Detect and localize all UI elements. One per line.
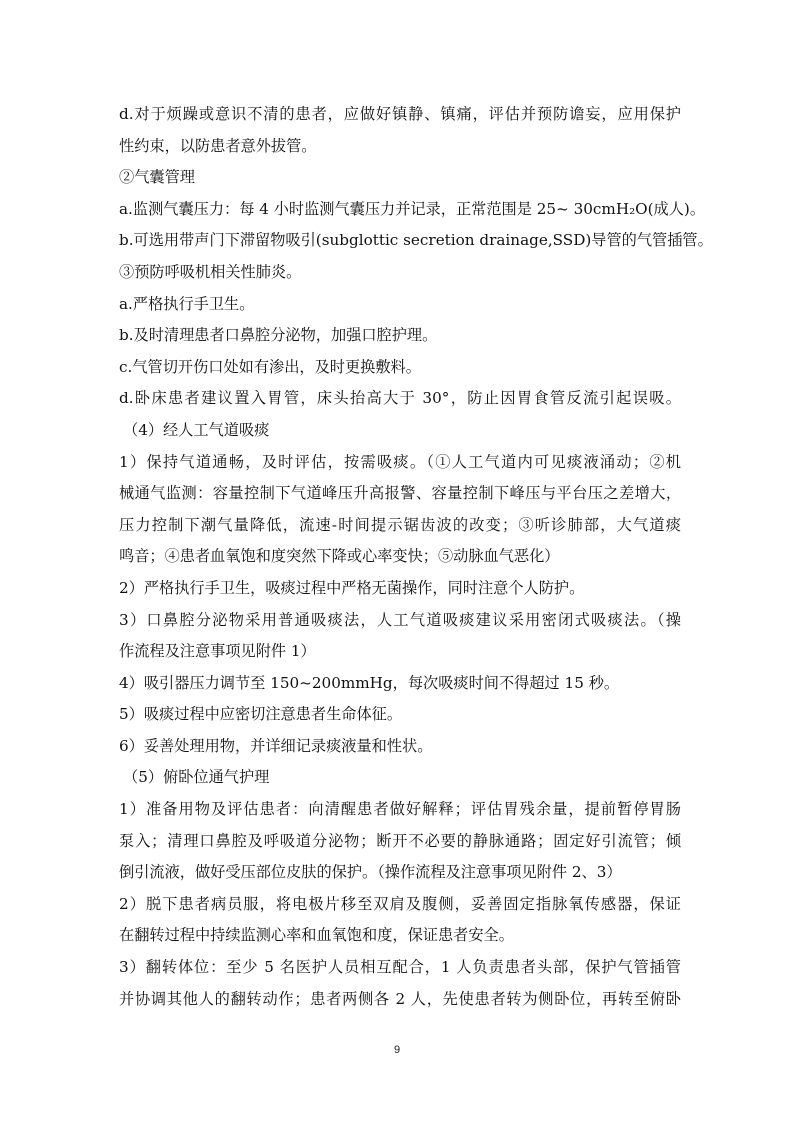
- section-heading: （4）经人工气道吸痰: [123, 420, 270, 439]
- text-line: 在翻转过程中持续监测心率和血氧饱和度，保证患者安全。: [119, 926, 514, 945]
- text-line: a.严格执行手卫生。: [119, 294, 255, 313]
- text-line: 6）妥善处理用物，并详细记录痰液量和性状。: [119, 736, 433, 755]
- text-line: 并协调其他人的翻转动作；患者两侧各 2 人，先使患者转为侧卧位，再转至俯卧: [119, 989, 681, 1008]
- text-line: 鸣音；④患者血氧饱和度突然下降或心率变快；⑤动脉血气恶化）: [119, 547, 560, 566]
- text-line: 械通气监测：容量控制下气道峰压升高报警、容量控制下峰压与平台压之差增大，: [119, 484, 681, 503]
- section-heading: ②气囊管理: [119, 168, 195, 187]
- text-line: 5）吸痰过程中应密切注意患者生命体征。: [119, 705, 403, 724]
- section-heading: ③预防呼吸机相关性肺炎。: [119, 262, 302, 281]
- section-heading: （5）俯卧位通气护理: [123, 768, 270, 787]
- text-line: 3）翻转体位：至少 5 名医护人员相互配合，1 人负责患者头部，保护气管插管: [119, 958, 681, 977]
- text-line: 2）脱下患者病员服，将电极片移至双肩及腹侧，妥善固定指脉氧传感器，保证: [119, 894, 681, 913]
- text-line: b.及时清理患者口鼻腔分泌物，加强口腔护理。: [119, 326, 438, 345]
- text-line: 泵入；清理口鼻腔及呼吸道分泌物；断开不必要的静脉通路；固定好引流管；倾: [119, 831, 681, 850]
- text-line: 2）严格执行手卫生，吸痰过程中严格无菌操作，同时注意个人防护。: [119, 578, 585, 597]
- page-number: 9: [393, 1044, 401, 1056]
- text-line: a.监测气囊压力：每 4 小时监测气囊压力并记录，正常范围是 25~ 30cmH₂O(成人)。: [119, 199, 706, 218]
- text-line: c.气管切开伤口处如有渗出，及时更换敷料。: [119, 357, 421, 376]
- text-line: b.可选用带声门下滞留物吸引(subglottic secretion drainage,SSD)导管的气管插管。: [119, 231, 713, 250]
- text-line: 1）准备用物及评估患者：向清醒患者做好解释；评估胃残余量，提前暂停胃肠: [119, 800, 681, 819]
- text-line: 作流程及注意事项见附件 1）: [119, 642, 316, 661]
- text-line: d.对于烦躁或意识不清的患者，应做好镇静、镇痛，评估并预防谵妄，应用保护: [119, 105, 681, 123]
- text-line: 性约束，以防患者意外拔管。: [119, 136, 317, 155]
- text-line: 4）吸引器压力调节至 150~200mmHg，每次吸痰时间不得超过 15 秒。: [119, 673, 620, 692]
- text-line: 1）保持气道通畅，及时评估，按需吸痰。（①人工气道内可见痰液涌动；②机: [119, 452, 681, 471]
- text-line: 倒引流液，做好受压部位皮肤的保护。（操作流程及注意事项见附件 2、3）: [119, 863, 622, 882]
- text-line: 压力控制下潮气量降低，流速-时间提示锯齿波的改变；③听诊肺部，大气道痰: [119, 515, 681, 534]
- text-line: 3）口鼻腔分泌物采用普通吸痰法，人工气道吸痰建议采用密闭式吸痰法。（操: [119, 610, 681, 629]
- text-line: d.卧床患者建议置入胃管，床头抬高大于 30°，防止因胃食管反流引起误吸。: [119, 389, 681, 408]
- document-body: [119, 99, 713, 1015]
